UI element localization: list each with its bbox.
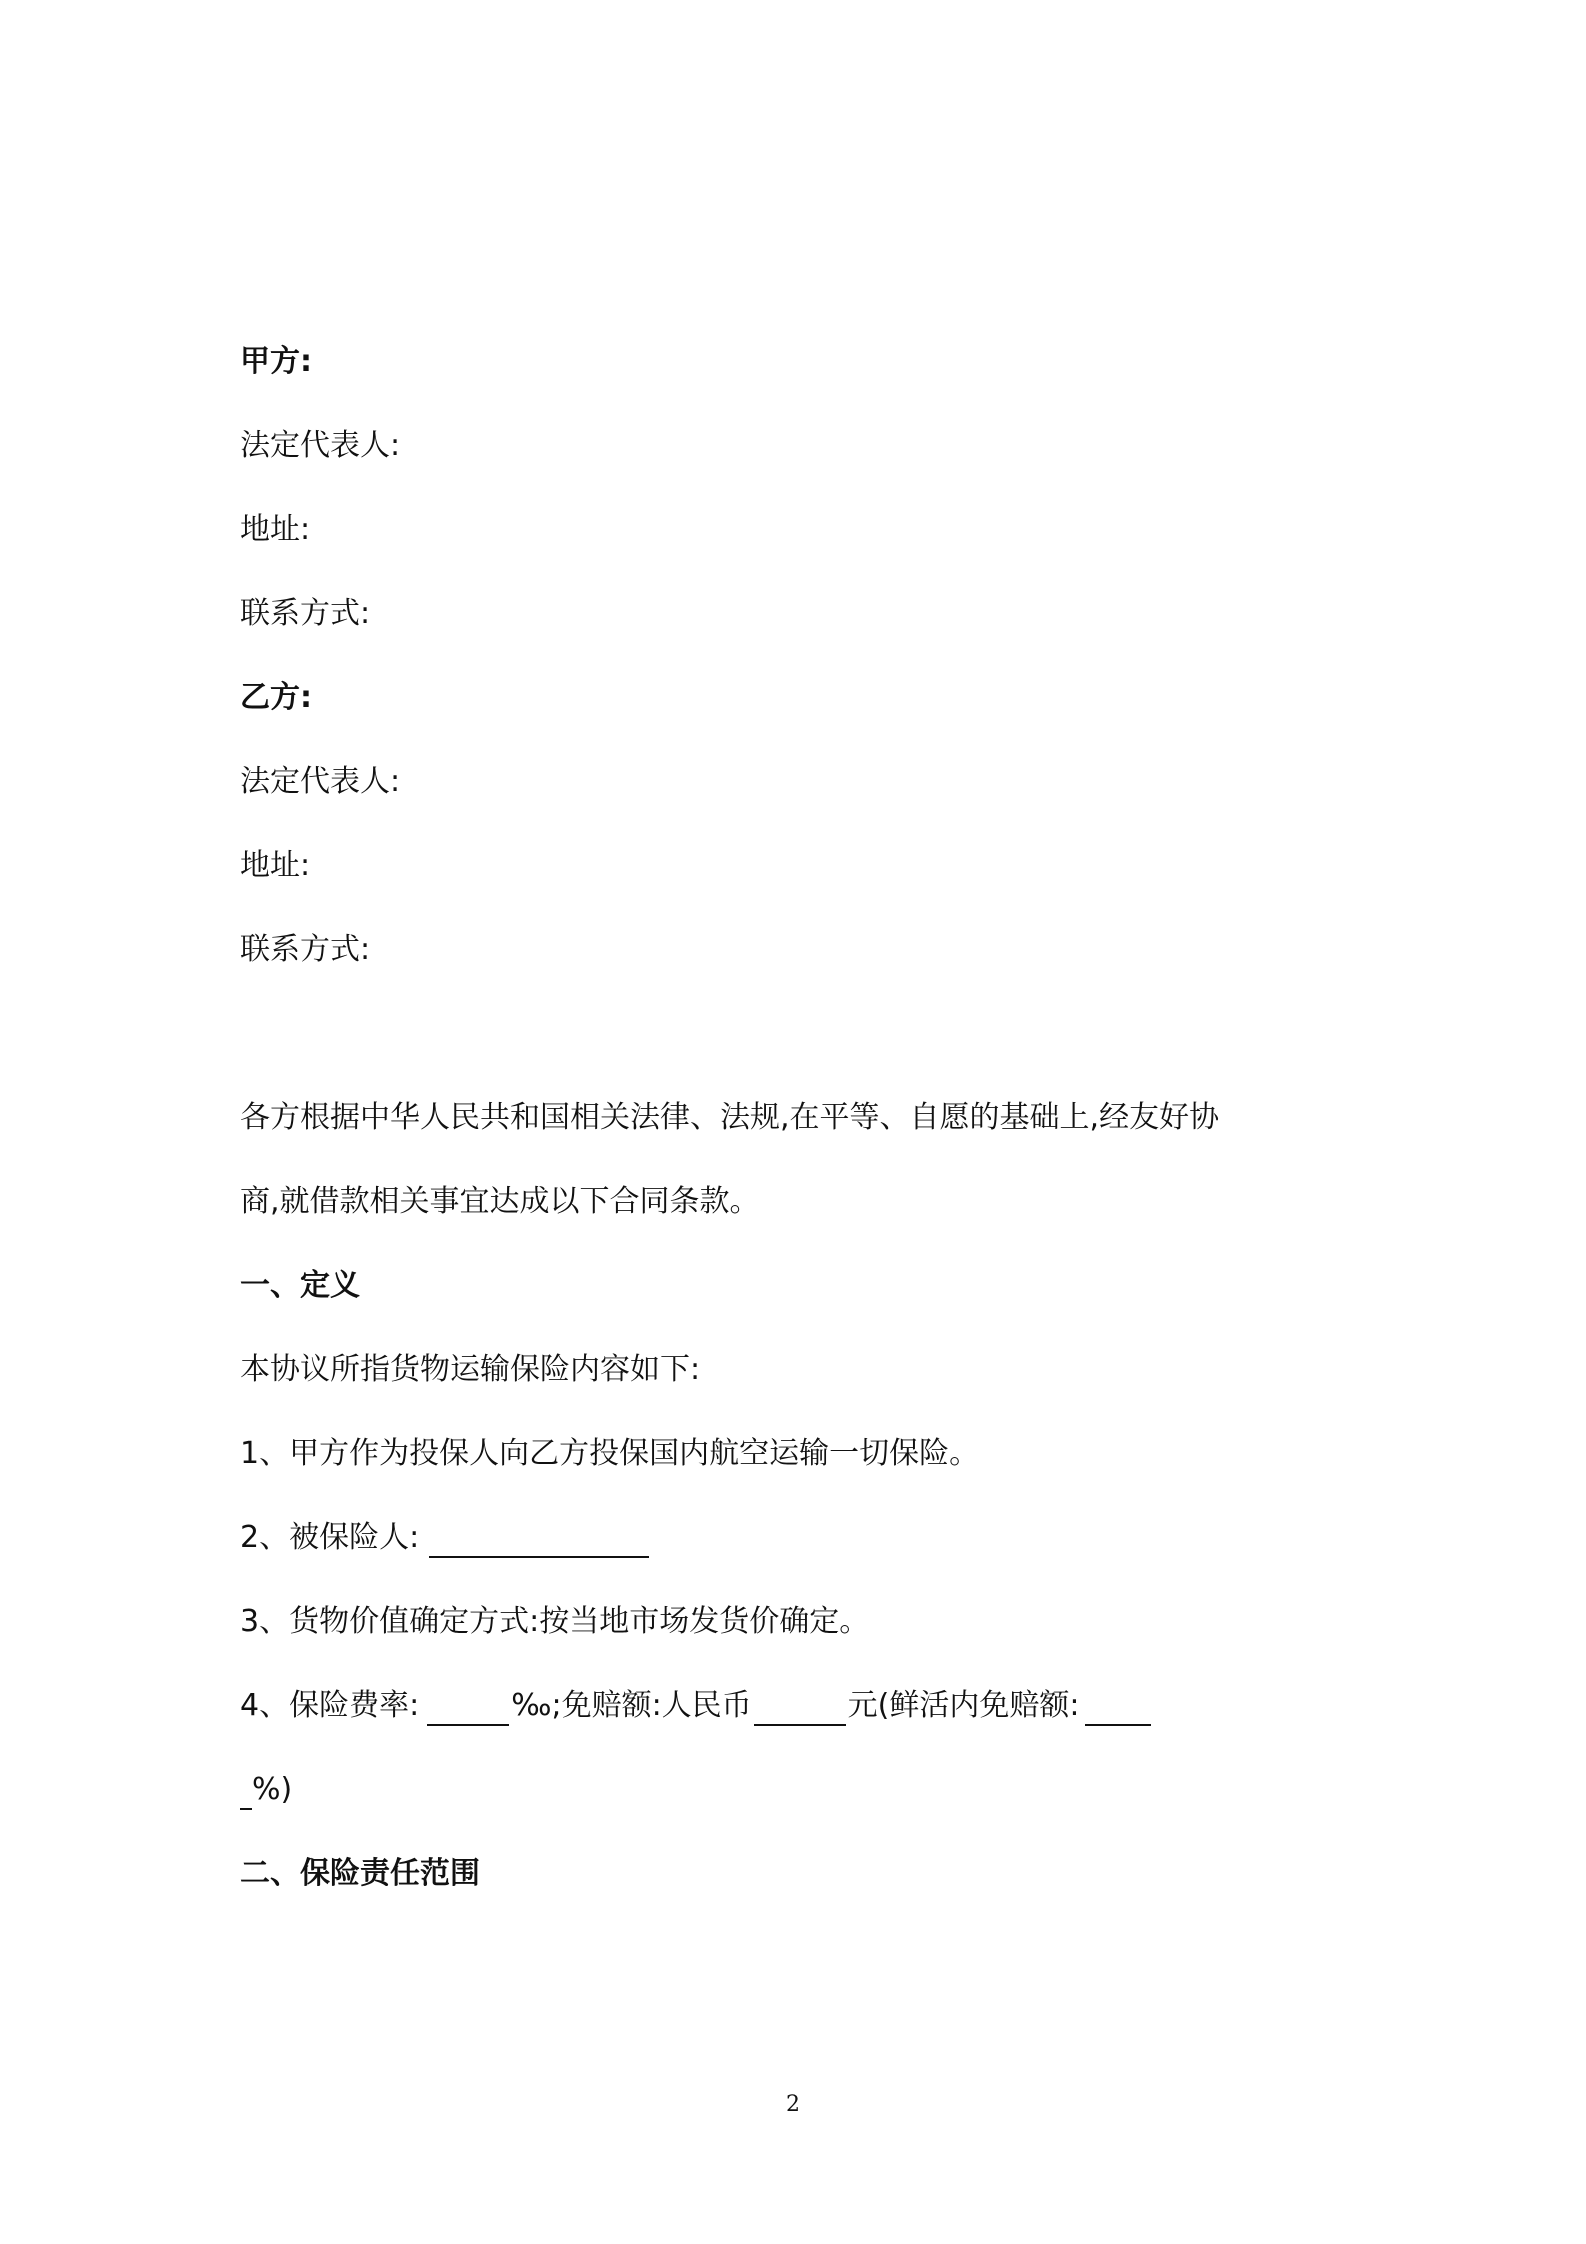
insured-blank-field[interactable] <box>429 1522 649 1558</box>
page-number: 2 <box>786 2092 800 2117</box>
section-1-item-4 <box>240 1686 1153 1726</box>
preamble-line-2: 商,就借款相关事宜达成以下合同条款。 <box>240 1184 760 1219</box>
percent-close-label: %) <box>252 1772 293 1807</box>
preamble-line-1: 各方根据中华人民共和国相关法律、法规,在平等、自愿的基础上,经友好协 <box>240 1100 1220 1135</box>
premium-rate-blank-field[interactable] <box>427 1690 509 1726</box>
deductible-amount-blank-field[interactable] <box>754 1690 846 1726</box>
fresh-deductible-label: 元(鲜活内免赔额: <box>847 1688 1080 1723</box>
fresh-deductible-blank-continued[interactable] <box>240 1774 252 1810</box>
party-a-representative-label: 法定代表人: <box>240 428 401 463</box>
fresh-deductible-blank-field[interactable] <box>1085 1690 1151 1726</box>
party-b-contact-label: 联系方式: <box>240 932 371 967</box>
party-b-representative-label: 法定代表人: <box>240 764 401 799</box>
party-a-title: 甲方: <box>240 344 312 379</box>
party-a-address-label: 地址: <box>240 512 311 547</box>
section-1-heading: 一、定义 <box>240 1268 360 1303</box>
party-a-contact-label: 联系方式: <box>240 596 371 631</box>
section-1-item-2 <box>240 1518 651 1558</box>
section-1-item-4-continued <box>240 1770 292 1810</box>
section-1-intro: 本协议所指货物运输保险内容如下: <box>240 1352 701 1387</box>
party-b-title: 乙方: <box>240 680 312 715</box>
section-1-item-3: 3、货物价值确定方式:按当地市场发货价确定。 <box>240 1604 870 1639</box>
section-1-item-1: 1、甲方作为投保人向乙方投保国内航空运输一切保险。 <box>240 1436 980 1471</box>
section-2-heading: 二、保险责任范围 <box>240 1856 480 1891</box>
insured-label: 2、被保险人: <box>240 1520 420 1555</box>
party-b-address-label: 地址: <box>240 848 311 883</box>
premium-rate-label: 4、保险费率: <box>240 1688 420 1723</box>
deductible-label: ‰;免赔额:人民币 <box>511 1688 752 1723</box>
